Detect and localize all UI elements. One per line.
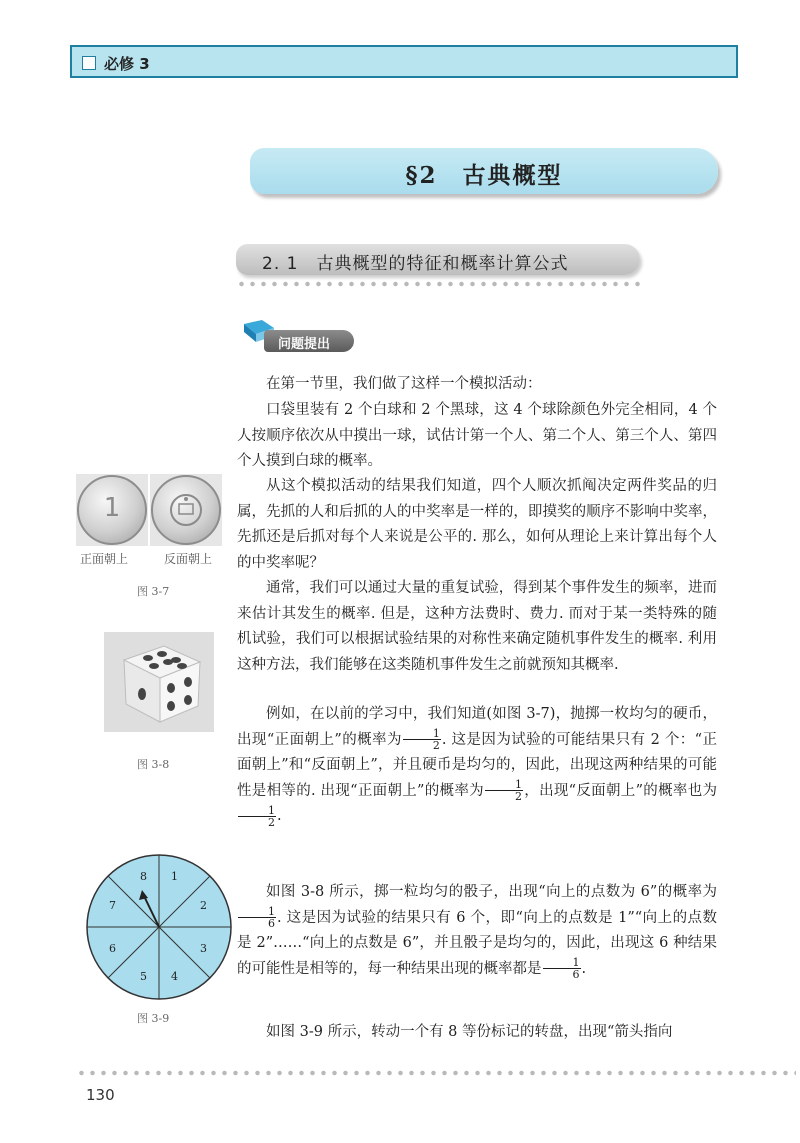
- fraction-sixth: [238, 906, 276, 929]
- spinner-number-8: 8: [140, 870, 147, 883]
- fraction-denominator: 6: [572, 968, 580, 981]
- coin-front-caption: 正面朝上: [80, 552, 129, 566]
- paragraph-6: [237, 880, 717, 982]
- fraction-numerator: 1: [238, 906, 276, 918]
- question-badge: [264, 330, 354, 352]
- coin-back-photo: [150, 474, 222, 546]
- paragraph-3: 从这个模拟活动的结果我们知道，四个人顺次抓阄决定两件奖品的归属，先抓的人和后抓的人的中奖率是一样的，即摸奖的顺序不影响中奖率，先抓还是后抓对每个人来说是公平的. 那么，如何从理论上来计算出每个人的中奖率呢？: [237, 478, 717, 571]
- fraction-half: [485, 779, 523, 802]
- chapter-header-bar: [70, 45, 738, 78]
- spinner-number-6: 6: [109, 942, 116, 955]
- subsection-banner: [236, 244, 640, 275]
- spinner-number-5: 5: [140, 970, 147, 983]
- national-emblem-icon: [153, 477, 219, 543]
- spinner-number-7: 7: [109, 899, 116, 912]
- fraction-half: [403, 728, 441, 751]
- fraction-sixth: [543, 957, 581, 980]
- dotted-divider: [236, 281, 640, 287]
- paragraph-7: 如图 3-9 所示，转动一个有 8 等份标记的转盘，出现“箭头指向: [266, 1024, 673, 1040]
- paragraph-1: 在第一节里，我们做了这样一个模拟活动：: [266, 376, 542, 392]
- subsection-title: 2. 1 古典概型的特征和概率计算公式: [262, 254, 569, 274]
- spinner-number-4: 4: [171, 970, 178, 983]
- spinner-number-2: 2: [200, 899, 207, 912]
- coin-value: 1: [103, 493, 121, 523]
- fraction-numerator: 1: [238, 805, 276, 817]
- fraction-denominator: 6: [268, 917, 275, 930]
- figure-label-3-9: 图 3-9: [137, 1012, 170, 1025]
- fraction-numerator: 1: [543, 957, 581, 969]
- fraction-numerator: 1: [403, 728, 441, 740]
- die-icon: [104, 632, 214, 732]
- paragraph-4: 通常，我们可以通过大量的重复试验，得到某个事件发生的频率，进而来估计其发生的概率. 但是，这种方法费时、费力. 而对于某一类特殊的随机试验，我们可以根据试验结果的对称性来确定随机事件发生的概率. 利用这种方法，我们能够在这类随机事件发生之前就预知其概率.: [237, 580, 717, 673]
- coin-back-caption: 反面朝上: [164, 552, 213, 566]
- paragraph-5: [237, 702, 717, 830]
- paragraph-6-part-a: 如图 3-8 所示，掷一粒均匀的骰子，出现“向上的点数为 6”的概率为: [266, 884, 717, 900]
- page-number: 130: [86, 1086, 115, 1104]
- spinner-figure: [84, 852, 234, 1002]
- fraction-denominator: 2: [432, 739, 440, 752]
- paragraph-6-part-b: . 这是因为试验的结果只有 6 个，即“向上的点数是 1”“向上的点数是 2”……“向上的点数是 6”，并且骰子是均匀的，因此，出现这 6 种结果的可能性是相等的，每一种结果出现的概率都是: [237, 909, 717, 977]
- figure-label-3-8: 图 3-8: [137, 758, 170, 771]
- paragraph-5-part-c: ，出现“反面朝上”的概率也为: [523, 782, 718, 799]
- paragraph-2: 口袋里装有 2 个白球和 2 个黑球，这 4 个球除颜色外完全相同，4 个人按顺序依次从中摸出一球，试估计第一个人、第二个人、第三个人、第四个人摸到白球的概率。: [237, 402, 717, 469]
- book-label: 必修 3: [104, 55, 150, 73]
- spinner-number-3: 3: [200, 942, 207, 955]
- coin-back-icon: [151, 475, 221, 545]
- figure-label-3-7: 图 3-7: [137, 585, 170, 598]
- coin-front-photo: [76, 474, 148, 546]
- fraction-numerator: 1: [485, 779, 523, 791]
- die-photo: [104, 632, 214, 732]
- paragraph-5-part-b: . 这是因为试验的可能结果只有 2 个：“正面朝上”和“反面朝上”，并且硬币是均匀的，因此，出现这两种结果的可能性是相等的. 出现“正面朝上”的概率为: [237, 731, 718, 799]
- fraction-half: [238, 805, 276, 828]
- section-banner: [250, 148, 718, 194]
- fraction-denominator: 2: [514, 790, 522, 803]
- paragraph-6-part-c: .: [581, 960, 587, 977]
- paragraph-5-part-a: 例如，在以前的学习中，我们知道(如图 3-7)，抛掷一枚均匀的硬币，出现“正面朝上”的概率为: [237, 706, 717, 748]
- spinner-number-1: 1: [171, 870, 178, 883]
- question-badge-label: 问题提出: [278, 337, 331, 352]
- header-square-icon: [82, 56, 96, 70]
- coin-front-icon: [77, 475, 147, 545]
- fraction-denominator: 2: [268, 815, 275, 829]
- paragraph-5-part-d: .: [277, 808, 282, 824]
- footer-dotted-divider: [76, 1070, 796, 1076]
- section-title: §2 古典概型: [405, 162, 563, 189]
